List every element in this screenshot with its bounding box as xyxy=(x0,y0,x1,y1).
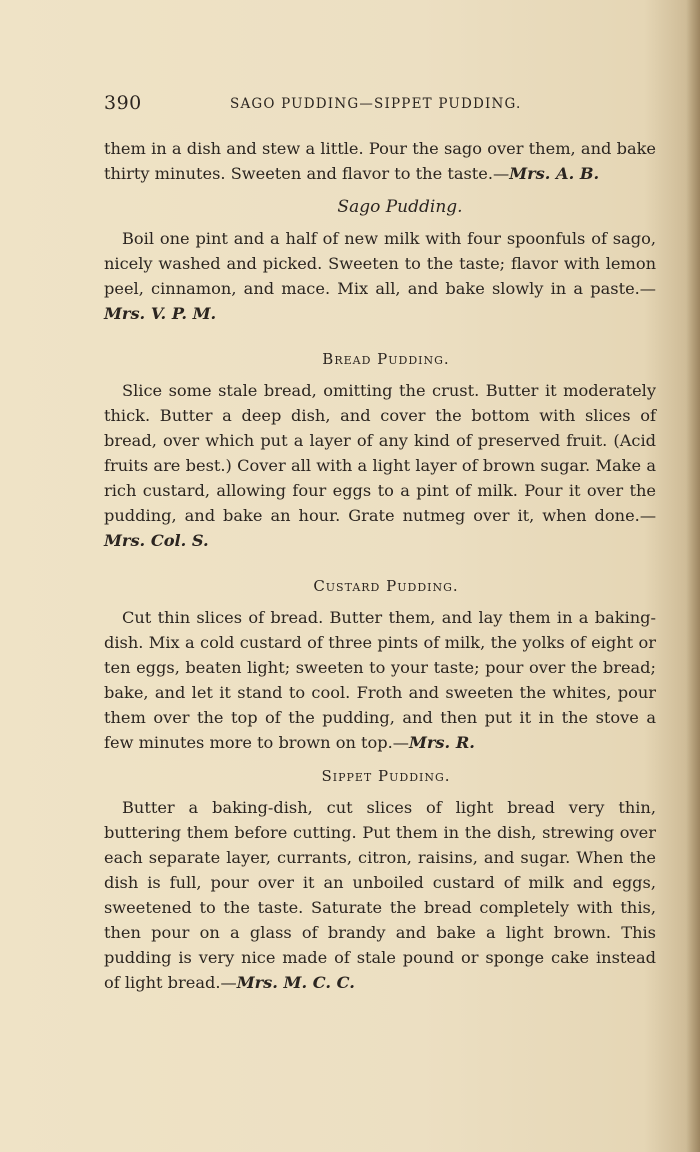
recipe-signature: Mrs. M. C. C. xyxy=(236,973,355,992)
continuation-text: them in a dish and stew a little. Pour the sago over them, and bake thirty minutes. Sweeten and flavor to the taste.— xyxy=(104,139,656,183)
recipe-body: Boil one pint and a half of new milk with four spoonfuls of sago, nicely washed and picked. Sweeten to the taste; flavor with lemon peel, cinnamon, and mace. Mix all, and bake slowly in a paste.— xyxy=(104,229,656,298)
page-body xyxy=(104,136,656,995)
recipe-text-bread-pudding xyxy=(104,378,656,553)
recipe-title-sippet-pudding: Sippet Pudding. xyxy=(321,767,451,785)
running-head: SAGO PUDDING—SIPPET PUDDING. xyxy=(230,96,522,112)
recipe-body: Slice some stale bread, omitting the crust. Butter it moderately thick. Butter a deep dish, and cover the bottom with slices of bread, over which put a layer of any kind of preserved fruit. (Acid fruits are best.) Cover all with a light layer of brown sugar. Make a rich custard, allowing four eggs to a pint of milk. Pour it over the pudding, and bake an hour. Grate nutmeg over it, when done.— xyxy=(104,381,656,525)
page-spine-shadow xyxy=(686,0,700,1152)
recipe-title-custard-pudding: Custard Pudding. xyxy=(313,577,459,595)
continuation-signature: Mrs. A. B. xyxy=(509,164,600,183)
recipe-signature: Mrs. V. P. M. xyxy=(104,304,217,323)
recipe-signature: Mrs. Col. S. xyxy=(104,531,209,550)
recipe-text-sippet-pudding xyxy=(104,795,656,995)
recipe-signature: Mrs. R. xyxy=(408,733,475,752)
recipe-text-custard-pudding xyxy=(104,605,656,755)
recipe-body: Cut thin slices of bread. Butter them, and lay them in a baking-dish. Mix a cold custard of three pints of milk, the yolks of eight or ten eggs, beaten light; sweeten to your taste; pour over the bread; bake, and let it stand to cool. Froth and sweeten the whites, pour them over the top of the pudding, and then put it in the stove a few minutes more to brown on top.— xyxy=(104,608,656,752)
page-number: 390 xyxy=(104,92,142,114)
recipe-title-sago-pudding: Sago Pudding. xyxy=(337,197,463,217)
recipe-text-sago-pudding xyxy=(104,226,656,326)
recipe-title-bread-pudding: Bread Pudding. xyxy=(322,350,450,368)
continuation-paragraph xyxy=(104,136,656,186)
page-header xyxy=(104,92,664,118)
recipe-body: Butter a baking-dish, cut slices of light bread very thin, buttering them before cutting. Put them in the dish, strewing over each separate layer, currants, citron, raisins, and sugar. When the dish is full, pour over it an unboiled custard of milk and eggs, sweetened to the taste. Saturate the bread completely with this, then pour on a glass of brandy and bake a light brown. This pudding is very nice made of stale pound or sponge cake instead of light bread.— xyxy=(104,798,656,992)
